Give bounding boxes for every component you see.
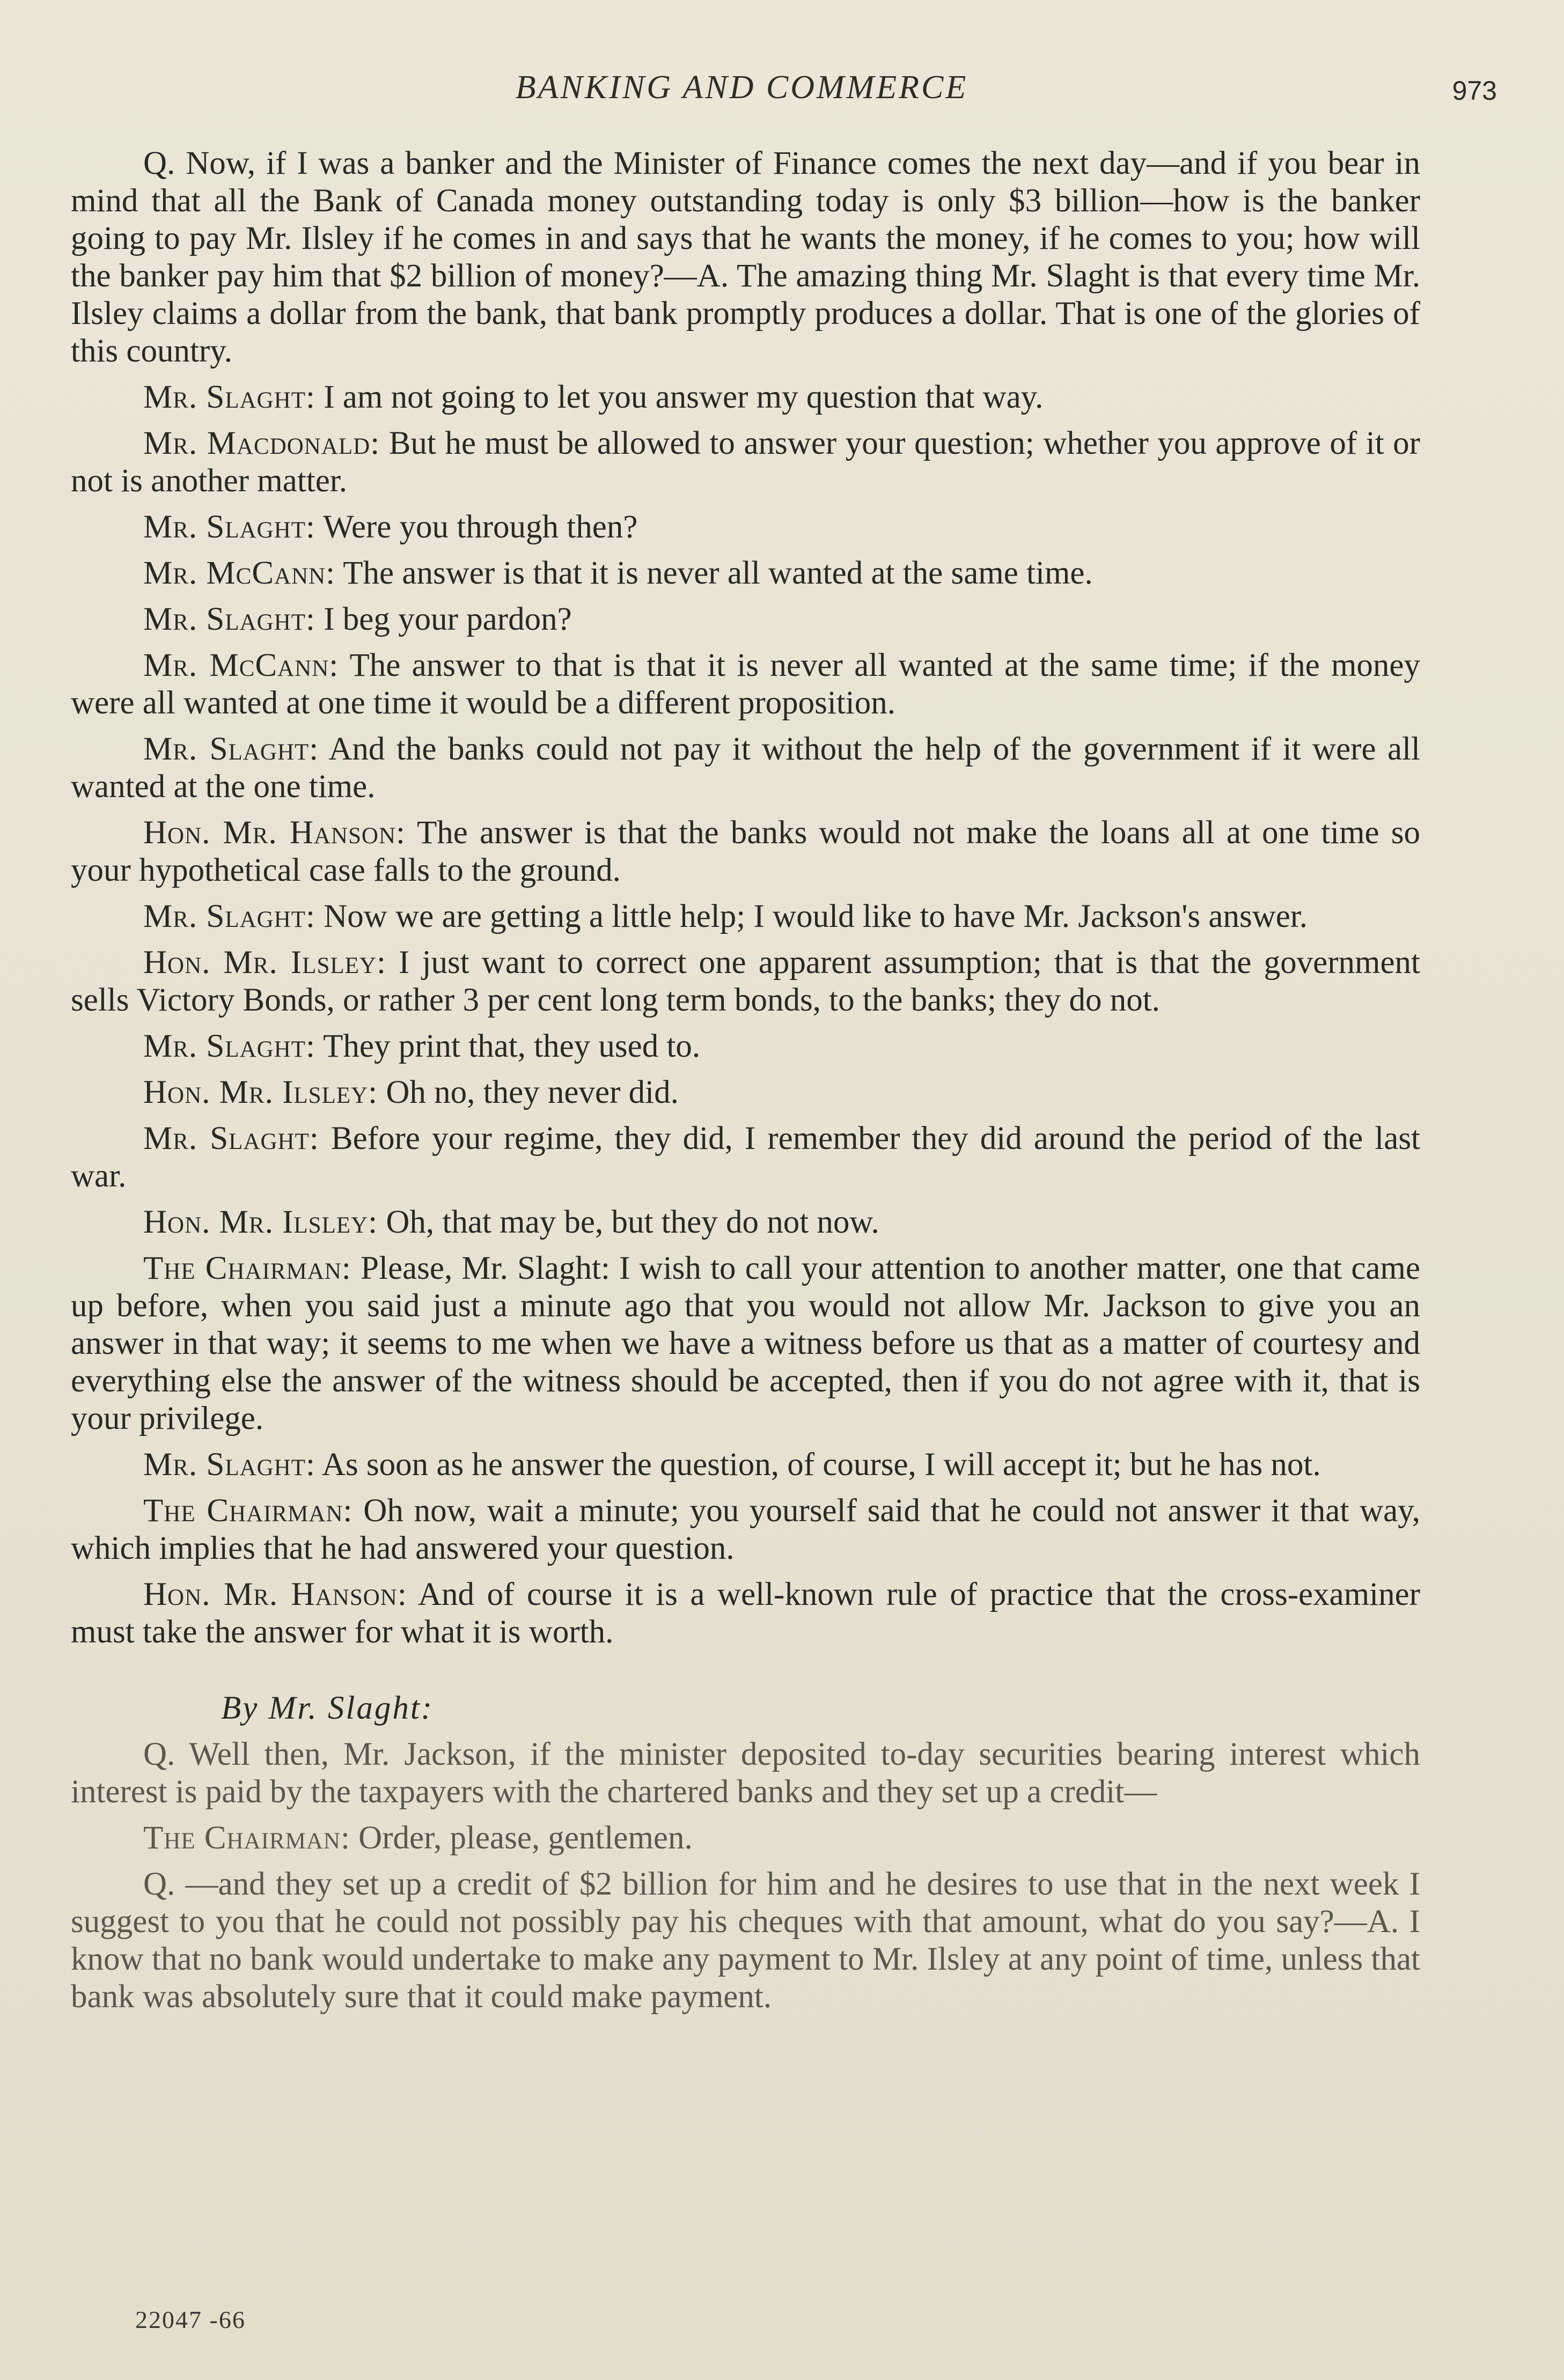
paragraph-text: Oh, that may be, but they do not now. bbox=[378, 1204, 879, 1240]
speaker-name: Mr. McCann: bbox=[143, 647, 339, 683]
paragraph-text: They print that, they used to. bbox=[315, 1028, 701, 1064]
paragraph-text: Please, Mr. Slaght: I wish to call your attention to another matter, one that came up before, when you said just a minute ago that you would not allow Mr. Jackson to give you an answer in that way; it seems to me when we have a witness before us that as a matter of courtesy and everything else the answer of the witness should be accepted, then if you do not agree with it, that is your privilege. bbox=[71, 1250, 1420, 1436]
document-body bbox=[71, 145, 1420, 2024]
examiner-heading: By Mr. Slaght: bbox=[221, 1690, 434, 1726]
paragraph bbox=[71, 601, 1420, 638]
speaker-name: Mr. Slaght: bbox=[143, 379, 315, 415]
paragraph bbox=[71, 145, 1420, 370]
paragraph bbox=[71, 555, 1420, 592]
paragraph-text: And of course it is a well-known rule of practice that the cross-examiner must take the answer for what it is worth. bbox=[71, 1576, 1420, 1650]
paragraph-text: As soon as he answer the question, of course, I will accept it; but he has not. bbox=[315, 1447, 1321, 1483]
paragraph-text: The answer is that it is never all wanted at the same time. bbox=[335, 555, 1093, 591]
speaker-name: The Chairman: bbox=[143, 1250, 351, 1286]
speaker-name: Hon. Mr. Hanson: bbox=[143, 815, 406, 851]
paragraph-text: Order, please, gentlemen. bbox=[350, 1820, 693, 1856]
paragraph bbox=[71, 1204, 1420, 1241]
paragraph-text: Now we are getting a little help; I would like to have Mr. Jackson's answer. bbox=[315, 898, 1308, 934]
paragraph bbox=[71, 814, 1420, 889]
speaker-name: Mr. McCann: bbox=[143, 555, 336, 591]
paragraph bbox=[71, 1120, 1420, 1195]
paragraph-text: Q. —and they set up a credit of $2 billion for him and he desires to use that in the next week I suggest to you that he could not possibly pay his cheques with that amount, what do you say?—A. I know that no bank would undertake to make any payment to Mr. Ilsley at any point of time, unless that bank was absolutely sure that it could make payment. bbox=[71, 1866, 1420, 2015]
paragraph-text: Oh no, they never did. bbox=[378, 1074, 679, 1110]
paragraph-text: The answer to that is that it is never all wanted at the same time; if the money were all wanted at one time it would be a different proposition. bbox=[71, 647, 1420, 721]
speaker-name: Hon. Mr. Ilsley: bbox=[143, 1074, 378, 1110]
speaker-name: The Chairman: bbox=[143, 1493, 353, 1529]
paragraph bbox=[71, 1028, 1420, 1065]
speaker-name: Hon. Mr. Ilsley: bbox=[143, 1204, 378, 1240]
speaker-name: Mr. Macdonald: bbox=[143, 425, 380, 461]
page-number: 973 bbox=[1452, 76, 1497, 106]
paragraph bbox=[71, 379, 1420, 416]
paragraph-text: Before your regime, they did, I remember they did around the period of the last war. bbox=[71, 1121, 1420, 1194]
speaker-name: Mr. Slaght: bbox=[143, 898, 315, 934]
speaker-name: Mr. Slaght: bbox=[143, 601, 315, 637]
paragraph bbox=[71, 1446, 1420, 1484]
speaker-name: Mr. Slaght: bbox=[143, 1447, 315, 1483]
paragraph bbox=[71, 731, 1420, 806]
paragraph-text: I just want to correct one apparent assumption; that is that the government sells Victory Bonds, or rather 3 per cent long term bonds, to the banks; they do not. bbox=[71, 945, 1420, 1018]
paragraph bbox=[71, 898, 1420, 935]
paragraph bbox=[71, 1492, 1420, 1567]
paragraph bbox=[71, 509, 1420, 546]
speaker-name: Mr. Slaght: bbox=[143, 1121, 319, 1156]
paragraph bbox=[71, 1819, 1420, 1857]
paragraph-text: And the banks could not pay it without the help of the government if it were all wanted at the one time. bbox=[71, 731, 1421, 805]
paragraph bbox=[71, 425, 1420, 500]
paragraph bbox=[71, 1576, 1420, 1651]
paragraph bbox=[71, 944, 1420, 1019]
paragraph-text: Were you through then? bbox=[315, 509, 638, 545]
paragraph-text: The answer is that the banks would not make the loans all at one time so your hypothetical case falls to the ground. bbox=[71, 815, 1420, 888]
paragraph-text: Q. Well then, Mr. Jackson, if the minister deposited to-day securities bearing interest which interest is paid by the taxpayers with the chartered banks and they set up a credit— bbox=[71, 1736, 1420, 1810]
running-title: BANKING AND COMMERCE bbox=[515, 69, 968, 106]
paragraph bbox=[71, 1736, 1420, 1811]
speaker-name: Mr. Slaght: bbox=[143, 509, 315, 545]
speaker-name: The Chairman: bbox=[143, 1820, 350, 1856]
speaker-name: Hon. Mr. Hanson: bbox=[143, 1576, 407, 1612]
page-header bbox=[70, 69, 1497, 117]
paragraph bbox=[71, 1074, 1420, 1111]
speaker-name: Mr. Slaght: bbox=[143, 731, 319, 767]
paragraph-text: Q. Now, if I was a banker and the Minister of Finance comes the next day—and if you bear in mind that all the Bank of Canada money outstanding today is only $3 billion—how is the banker going to pay Mr. Ilsley if he comes in and says that he wants the money, if he comes to you; how will the banker pay him that $2 billion of money?—A. The amazing thing Mr. Slaght is that every time Mr. Ilsley claims a dollar from the bank, that bank promptly produces a dollar. That is one of the glories of this country. bbox=[71, 145, 1420, 369]
paragraph-text: I beg your pardon? bbox=[315, 601, 572, 637]
speaker-name: Hon. Mr. Ilsley: bbox=[143, 945, 386, 981]
speaker-name: Mr. Slaght: bbox=[143, 1028, 315, 1064]
paragraph bbox=[71, 1250, 1420, 1438]
paragraph bbox=[71, 1866, 1420, 2016]
paragraph-text: I am not going to let you answer my question that way. bbox=[315, 379, 1044, 415]
paragraph bbox=[71, 647, 1420, 722]
print-code: 22047 -66 bbox=[135, 2306, 246, 2333]
paragraph-text: But he must be allowed to answer your question; whether you approve of it or not is another matter. bbox=[71, 425, 1420, 499]
paragraph-text: Oh now, wait a minute; you yourself said that he could not answer it that way, which implies that he had answered your question. bbox=[71, 1493, 1420, 1566]
